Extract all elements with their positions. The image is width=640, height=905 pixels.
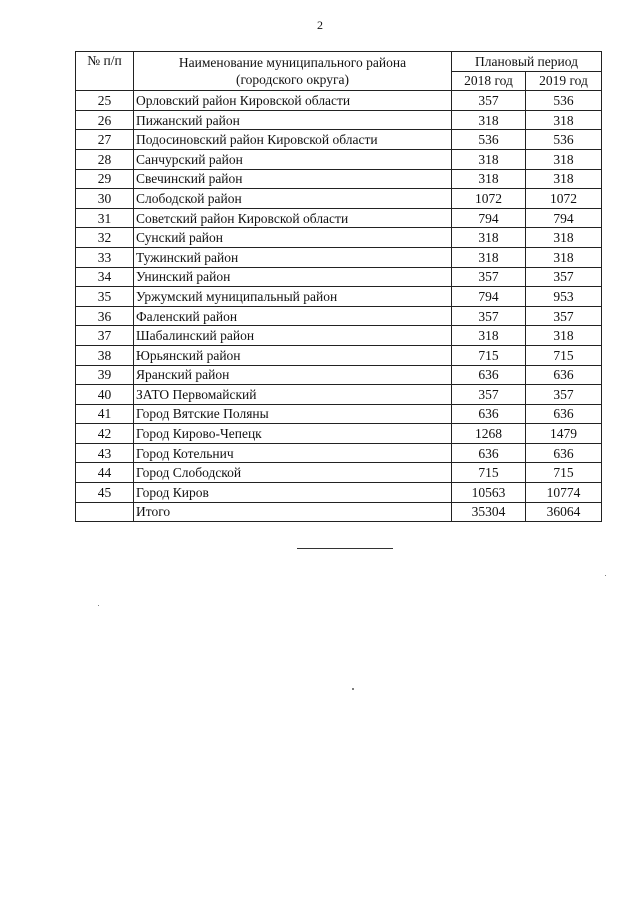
district-name: Город Кирово-Чепецк [134,424,452,444]
row-number: 27 [76,130,134,150]
table-row [76,483,602,503]
district-name: Город Киров [134,483,452,503]
header-period: Плановый период [452,52,602,72]
table-row [76,345,602,365]
row-number: 32 [76,228,134,248]
header-year-2019: 2019 год [526,71,602,91]
value-2018: 357 [452,91,526,111]
closing-line [297,548,393,549]
district-name: Свечинский район [134,169,452,189]
row-number: 33 [76,247,134,267]
table-row [76,247,602,267]
table-row [76,385,602,405]
district-name: Сунский район [134,228,452,248]
value-2018: 636 [452,404,526,424]
value-2018: 357 [452,267,526,287]
table-row [76,365,602,385]
row-number: 30 [76,189,134,209]
value-2019: 318 [526,247,602,267]
value-2019: 636 [526,365,602,385]
value-2018: 318 [452,247,526,267]
district-name: Фаленский район [134,306,452,326]
value-2018: 1072 [452,189,526,209]
value-2018: 794 [452,287,526,307]
table-row [76,228,602,248]
value-2018: 318 [452,110,526,130]
district-name: Пижанский район [134,110,452,130]
row-number: 29 [76,169,134,189]
value-2019: 357 [526,267,602,287]
row-number: 40 [76,385,134,405]
table-row [76,130,602,150]
value-2018: 318 [452,228,526,248]
header-name [134,52,452,91]
row-number: 37 [76,326,134,346]
row-number: 34 [76,267,134,287]
district-name: Город Котельнич [134,443,452,463]
value-2018: 715 [452,463,526,483]
table-row [76,463,602,483]
table-row [76,267,602,287]
row-number: 26 [76,110,134,130]
value-2019: 318 [526,228,602,248]
district-name: Город Слободской [134,463,452,483]
value-2018: 318 [452,326,526,346]
row-number: 31 [76,208,134,228]
value-2018: 318 [452,149,526,169]
value-2019: 318 [526,326,602,346]
table-header-row [76,52,602,72]
table-row [76,189,602,209]
value-2019: 318 [526,149,602,169]
district-name: Санчурский район [134,149,452,169]
district-name: Подосиновский район Кировской области [134,130,452,150]
district-name: Унинский район [134,267,452,287]
value-2018: 357 [452,385,526,405]
district-name: Орловский район Кировской области [134,91,452,111]
value-2018: 357 [452,306,526,326]
value-2018: 794 [452,208,526,228]
row-number: 45 [76,483,134,503]
value-2019: 318 [526,169,602,189]
district-name: Город Вятские Поляны [134,404,452,424]
district-name: ЗАТО Первомайский [134,385,452,405]
value-2018: 636 [452,365,526,385]
row-number: 39 [76,365,134,385]
total-number [76,502,134,522]
allocation-table [75,51,602,522]
value-2018: 715 [452,345,526,365]
table-row [76,208,602,228]
table-row [76,110,602,130]
table-body [76,91,602,522]
table-row [76,91,602,111]
district-name: Яранский район [134,365,452,385]
table-row [76,149,602,169]
total-2018: 35304 [452,502,526,522]
value-2019: 794 [526,208,602,228]
value-2019: 1479 [526,424,602,444]
row-number: 38 [76,345,134,365]
value-2019: 357 [526,385,602,405]
district-name: Шабалинский район [134,326,452,346]
speck [605,575,606,576]
value-2018: 1268 [452,424,526,444]
value-2019: 715 [526,463,602,483]
speck [352,688,354,690]
value-2018: 536 [452,130,526,150]
speck [98,605,99,606]
row-number: 28 [76,149,134,169]
value-2019: 715 [526,345,602,365]
value-2019: 318 [526,110,602,130]
row-number: 42 [76,424,134,444]
district-name: Тужинский район [134,247,452,267]
district-name: Юрьянский район [134,345,452,365]
header-year-2018: 2018 год [452,71,526,91]
row-number: 44 [76,463,134,483]
value-2018: 318 [452,169,526,189]
table-row [76,169,602,189]
row-number: 25 [76,91,134,111]
table-row [76,326,602,346]
table-row [76,404,602,424]
row-number: 41 [76,404,134,424]
table-row [76,424,602,444]
value-2019: 536 [526,91,602,111]
total-label: Итого [134,502,452,522]
total-row [76,502,602,522]
header-name-line2: (городского округа) [235,72,350,88]
value-2018: 636 [452,443,526,463]
page-number: 2 [317,18,323,32]
total-2019: 36064 [526,502,602,522]
value-2019: 1072 [526,189,602,209]
value-2019: 636 [526,443,602,463]
value-2018: 10563 [452,483,526,503]
row-number: 36 [76,306,134,326]
value-2019: 10774 [526,483,602,503]
value-2019: 357 [526,306,602,326]
table-row [76,443,602,463]
district-name: Слободской район [134,189,452,209]
row-number: 43 [76,443,134,463]
table-row [76,287,602,307]
row-number: 35 [76,287,134,307]
value-2019: 636 [526,404,602,424]
district-name: Советский район Кировской области [134,208,452,228]
district-name: Уржумский муниципальный район [134,287,452,307]
header-num: № п/п [76,52,134,91]
header-name-line1: Наименование муниципального района [178,55,407,71]
value-2019: 536 [526,130,602,150]
value-2019: 953 [526,287,602,307]
table-row [76,306,602,326]
